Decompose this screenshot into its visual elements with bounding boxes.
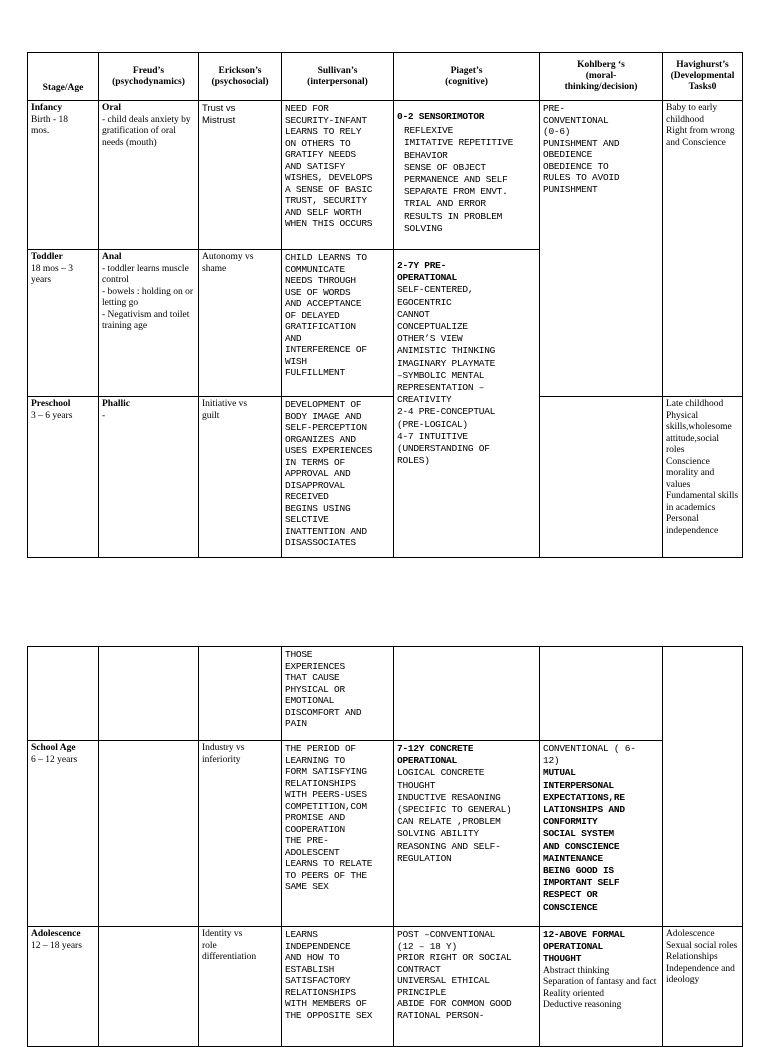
table-row-continuation (28, 647, 743, 741)
sullivan-cell-continuation: THOSE EXPERIENCES THAT CAUSE PHYSICAL OR EMOTIONAL DISCOMFORT AND PAIN (282, 647, 394, 741)
header-havighurst: Havighurst’s (Developmental Tasks0 (663, 53, 743, 101)
sullivan-cell-adolescence: LEARNS INDEPENDENCE AND HOW TO ESTABLISH SATISFACTORY RELATIONSHIPS WITH MEMBERS OF THE OPPOSITE SEX (282, 927, 394, 1047)
erikson-cell-continuation (199, 647, 282, 741)
stage-name: Preschool (31, 399, 71, 409)
piaget-stage-title: 0-2 SENSORIMOTOR (397, 111, 485, 122)
kohlberg-level: CONVENTIONAL ( 6- 12) (543, 743, 636, 767)
kohlberg-stage-text: Abstract thinking Separation of fantasy and fact Reality oriented Deductive reasoning (543, 965, 657, 1011)
havighurst-cell-continuation (663, 647, 743, 927)
erikson-cell-preschool: Initiative vs guilt (199, 397, 282, 558)
freud-stage-text: - (102, 410, 106, 421)
piaget-stage-text: SELF-CENTERED, EGOCENTRIC CANNOT CONCEPTUALIZE OTHER’S VIEW ANIMISTIC THINKING IMAGINARY PLAYMATE –SYMBOLIC MENTAL REPRESENTATION – CREATIVITY 2-4 PRE-CONCEPTUAL (PRE-LOGICAL) 4-7 INTUITIVE (UNDERSTANDING OF ROLES) (397, 284, 496, 467)
piaget-cell-infancy (394, 101, 540, 250)
piaget-cell-adolescence: POST –CONVENTIONAL (12 – 18 Y) PRIOR RIGHT OR SOCIAL CONTRACT UNIVERSAL ETHICAL PRINCIPLE ABIDE FOR COMMON GOOD RATIONAL PERSON- (394, 927, 540, 1047)
kohlberg-cell-infancy: PRE- CONVENTIONAL (0-6) PUNISHMENT AND OBEDIENCE OBEDIENCE TO RULES TO AVOID PUNISHMENT (540, 101, 663, 397)
freud-cell-infancy (99, 101, 199, 250)
freud-stage-title: Oral (102, 103, 121, 113)
piaget-stage-text: REFLEXIVE IMITATIVE REPETITIVE BEHAVIOR SENSE OF OBJECT PERMANENCE AND SELF SEPARATE FROM ENVT. TRIAL AND ERROR RESULTS IN PROBLEM SOLVING (404, 125, 514, 234)
freud-stage-title: Anal (102, 252, 122, 262)
freud-cell-preschool (99, 397, 199, 558)
piaget-stage-text: LOGICAL CONCRETE THOUGHT INDUCTIVE RESAONING (SPECIFIC TO GENERAL) CAN RELATE ,PROBLEM SOLVING ABILITY REASONING AND SELF- REGULATION (397, 767, 512, 864)
havighurst-cell-adolescence: Adolescence Sexual social roles Relationships Independence and ideology (663, 927, 743, 1047)
stage-cell-toddler (28, 250, 99, 397)
havighurst-cell-infancy: Baby to early childhood Right from wrong and Conscience (663, 101, 743, 397)
stage-name: Toddler (31, 252, 63, 262)
kohlberg-cell-schoolage (540, 741, 663, 927)
piaget-cell-continuation (394, 647, 540, 741)
piaget-cell-schoolage (394, 741, 540, 927)
development-theories-table-top (27, 52, 743, 558)
erikson-cell-adolescence: Identity vs role differentiation (199, 927, 282, 1047)
stage-age: 3 – 6 years (31, 410, 73, 421)
kohlberg-stage-title: 12-ABOVE FORMAL OPERATIONAL THOUGHT (543, 929, 625, 965)
header-sullivan: Sullivan’s (interpersonal) (282, 53, 394, 101)
kohlberg-cell-continuation (540, 647, 663, 741)
freud-cell-schoolage (99, 741, 199, 927)
table-row-schoolage (28, 741, 743, 927)
header-stage: Stage/Age (28, 53, 99, 101)
stage-name: Adolescence (31, 929, 81, 939)
stage-age: 12 – 18 years (31, 940, 82, 951)
sullivan-cell-infancy: NEED FOR SECURITY-INFANT LEARNS TO RELY ON OTHERS TO GRATIFY NEEDS AND SATISFY WISHES, DEVELOPS A SENSE OF BASIC TRUST, SECURITY AND SELF WORTH WHEN THIS OCCURS (282, 101, 394, 250)
piaget-stage-title: 2-7Y PRE- OPERATIONAL (397, 260, 457, 284)
header-kohlberg: Kohlberg ‘s (moral- thinking/decision) (540, 53, 663, 101)
kohlberg-cell-preschool (540, 397, 663, 558)
stage-cell-continuation (28, 647, 99, 741)
stage-age: 6 – 12 years (31, 754, 78, 765)
stage-cell-adolescence (28, 927, 99, 1047)
stage-name: School Age (31, 743, 76, 753)
freud-stage-text: - child deals anxiety by gratification of oral needs (mouth) (102, 114, 191, 148)
freud-stage-title: Phallic (102, 399, 130, 409)
kohlberg-stage-text: MUTUAL INTERPERSONAL EXPECTATIONS,RE LATIONSHIPS AND CONFORMITY SOCIAL SYSTEM AND CONSCIENCE MAINTENANCE BEING GOOD IS IMPORTANT SELF RESPECT OR CONSCIENCE (543, 767, 625, 913)
header-piaget: Piaget’s (cognitive) (394, 53, 540, 101)
stage-name: Infancy (31, 103, 63, 113)
freud-cell-toddler (99, 250, 199, 397)
piaget-stage-title: 7-12Y CONCRETE OPERATIONAL (397, 743, 474, 767)
sullivan-cell-toddler: CHILD LEARNS TO COMMUNICATE NEEDS THROUGH USE OF WORDS AND ACCEPTANCE OF DELAYED GRATIFICATION AND INTERFERENCE OF WISH FULFILLMENT (282, 250, 394, 397)
kohlberg-cell-adolescence (540, 927, 663, 1047)
header-freud: Freud’s (psychodynamics) (99, 53, 199, 101)
erikson-cell-schoolage: Industry vs inferiority (199, 741, 282, 927)
stage-cell-preschool (28, 397, 99, 558)
havighurst-cell-preschool: Late childhood Physical skills,wholesome attitude,social roles Conscience morality and values Fundamental skills in academics Personal independence (663, 397, 743, 558)
stage-age: Birth - 18 mos. (31, 114, 68, 136)
table-row-infancy (28, 101, 743, 250)
table-row-preschool (28, 397, 743, 558)
stage-cell-infancy (28, 101, 99, 250)
table-row-adolescence (28, 927, 743, 1047)
freud-stage-text: - toddler learns muscle control - bowels : holding on or letting go - Negativism and toilet training age (102, 263, 194, 331)
stage-age: 18 mos – 3 years (31, 263, 73, 285)
erikson-cell-toddler: Autonomy vs shame (199, 250, 282, 397)
header-erikson: Erickson’s (psychosocial) (199, 53, 282, 101)
sullivan-cell-preschool: DEVELOPMENT OF BODY IMAGE AND SELF-PERCEPTION ORGANIZES AND USES EXPERIENCES IN TERMS OF APPROVAL AND DISAPPROVAL RECEIVED BEGINS USING SELCTIVE INATTENTION AND DISASSOCIATES (282, 397, 394, 558)
header-row (28, 53, 743, 101)
stage-cell-schoolage (28, 741, 99, 927)
freud-cell-adolescence (99, 927, 199, 1047)
development-theories-table-bottom (27, 646, 743, 1047)
piaget-cell-toddler (394, 250, 540, 558)
freud-cell-continuation (99, 647, 199, 741)
sullivan-cell-schoolage: THE PERIOD OF LEARNING TO FORM SATISFYING RELATIONSHIPS WITH PEERS-USES COMPETITION,COM PROMISE AND COOPERATION THE PRE- ADOLESCENT LEARNS TO RELATE TO PEERS OF THE SAME SEX (282, 741, 394, 927)
erikson-cell-infancy: Trust vs Mistrust (199, 101, 282, 250)
